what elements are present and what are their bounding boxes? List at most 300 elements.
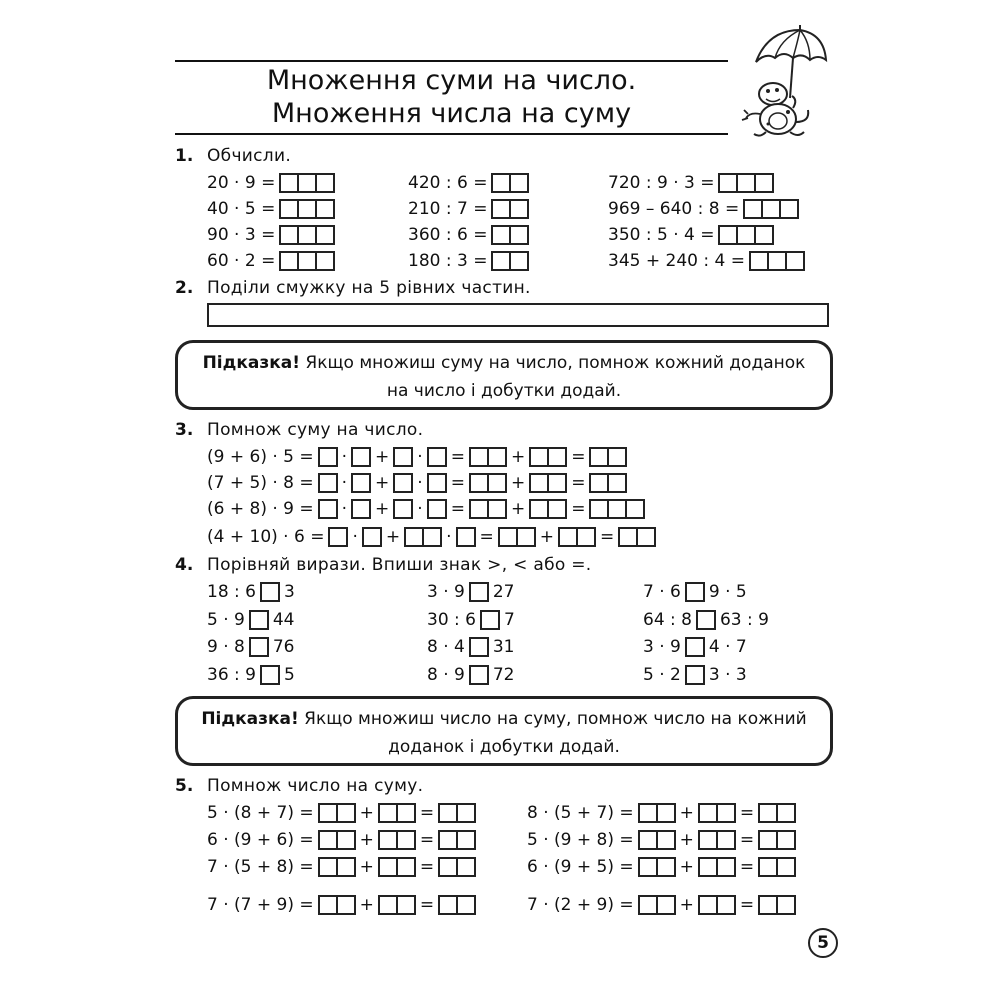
ex1-row [608,171,774,195]
answer-cell[interactable] [315,251,335,271]
answer-cell[interactable] [336,857,356,877]
answer-boxes[interactable] [638,857,676,877]
answer-boxes[interactable] [589,499,645,519]
compare-left: 64 : 8 [643,610,692,630]
answer-cell[interactable] [638,895,658,915]
ex1-expression: 90 · 3 = [207,225,276,245]
answer-boxes[interactable] [469,473,507,493]
answer-cell[interactable] [351,473,371,493]
answer-cell[interactable] [469,582,489,602]
answer-boxes[interactable] [718,225,774,245]
operator-sign: + [375,473,390,493]
answer-cell[interactable] [607,473,627,493]
answer-cell[interactable] [297,173,317,193]
answer-cell[interactable] [638,857,658,877]
answer-cell[interactable] [438,830,458,850]
ex1-row [207,171,335,195]
answer-cell[interactable] [378,895,398,915]
answer-cell[interactable] [362,527,382,547]
answer-cell[interactable] [491,199,511,219]
answer-cell[interactable] [638,803,658,823]
answer-cell[interactable] [438,857,458,877]
ex5-expression: 5 · (9 + 8) = [527,830,634,850]
answer-cell[interactable] [491,251,511,271]
compare-sign-box[interactable] [685,582,705,602]
answer-cell[interactable] [279,251,299,271]
answer-boxes[interactable] [438,857,476,877]
answer-boxes[interactable] [749,251,805,271]
answer-cell[interactable] [427,499,447,519]
answer-boxes[interactable] [758,895,796,915]
answer-cell[interactable] [315,199,335,219]
answer-boxes[interactable] [318,830,356,850]
compare-sign-box[interactable] [260,665,280,685]
answer-cell[interactable] [469,473,489,493]
answer-boxes[interactable] [427,447,447,467]
answer-cell[interactable] [427,447,447,467]
page-title-line2: Множення числа на суму [271,98,632,129]
answer-boxes[interactable] [698,857,736,877]
answer-cell[interactable] [260,582,280,602]
answer-boxes[interactable] [279,199,335,219]
answer-cell[interactable] [438,895,458,915]
answer-boxes[interactable] [279,173,335,193]
answer-cell[interactable] [404,527,424,547]
ex1-expression: 350 : 5 · 4 = [608,225,715,245]
answer-cell[interactable] [779,199,799,219]
answer-cell[interactable] [516,527,536,547]
title-bottom-rule [175,133,728,135]
answer-boxes[interactable] [351,447,371,467]
answer-boxes[interactable] [362,527,382,547]
answer-cell[interactable] [456,830,476,850]
exercise-2-instruction: Поділи смужку на 5 рівних частин. [207,278,531,298]
answer-cell[interactable] [767,251,787,271]
answer-boxes[interactable] [427,499,447,519]
ex1-expression: 60 · 2 = [207,251,276,271]
answer-boxes[interactable] [589,473,627,493]
ex1-expression: 210 : 7 = [408,199,488,219]
answer-boxes[interactable] [529,499,567,519]
answer-cell[interactable] [469,499,489,519]
operator-sign: = [600,527,615,547]
answer-boxes[interactable] [491,251,529,271]
answer-boxes[interactable] [698,895,736,915]
answer-cell[interactable] [456,803,476,823]
operator-sign: + [679,895,694,915]
answer-boxes[interactable] [351,499,371,519]
answer-boxes[interactable] [378,895,416,915]
answer-boxes[interactable] [378,803,416,823]
answer-boxes[interactable] [638,830,676,850]
operator-sign: = [571,447,586,467]
page-number: 5 [808,928,838,958]
answer-cell[interactable] [509,251,529,271]
answer-boxes[interactable] [378,830,416,850]
answer-cell[interactable] [378,857,398,877]
ex5-expression: 5 · (8 + 7) = [207,803,314,823]
answer-cell[interactable] [438,803,458,823]
answer-cell[interactable] [576,527,596,547]
answer-boxes[interactable] [758,857,796,877]
answer-cell[interactable] [336,895,356,915]
answer-cell[interactable] [315,173,335,193]
compare-item [427,608,519,632]
compare-left: 9 · 8 [207,637,245,657]
answer-boxes[interactable] [456,527,476,547]
answer-boxes[interactable] [758,830,796,850]
compare-sign-box[interactable] [260,582,280,602]
answer-cell[interactable] [547,499,567,519]
ex3-row [207,525,656,549]
answer-cell[interactable] [318,857,338,877]
answer-boxes[interactable] [438,830,476,850]
ex5-row [207,893,476,917]
answer-cell[interactable] [716,857,736,877]
compare-sign-box[interactable] [480,610,500,630]
answer-cell[interactable] [297,199,317,219]
compare-left: 30 : 6 [427,610,476,630]
answer-boxes[interactable] [698,830,736,850]
ex1-row [408,197,529,221]
answer-cell[interactable] [758,830,778,850]
answer-cell[interactable] [378,803,398,823]
ex5-row [207,801,476,825]
answer-boxes[interactable] [393,499,413,519]
compare-sign-box[interactable] [249,637,269,657]
answer-cell[interactable] [618,527,638,547]
compare-item [427,663,518,687]
operator-sign: + [359,857,374,877]
answer-cell[interactable] [396,803,416,823]
answer-cell[interactable] [318,895,338,915]
answer-cell[interactable] [698,895,718,915]
hint-text-line1: Якщо множиш число на суму, помнож число на кожний [298,709,807,729]
answer-cell[interactable] [636,527,656,547]
answer-cell[interactable] [509,199,529,219]
answer-cell[interactable] [318,499,338,519]
answer-cell[interactable] [279,173,299,193]
answer-cell[interactable] [393,499,413,519]
mascot-umbrella-illustration [738,22,830,142]
compare-item [643,663,751,687]
answer-cell[interactable] [427,473,447,493]
answer-boxes[interactable] [638,895,676,915]
answer-cell[interactable] [249,610,269,630]
ex5-expression: 7 · (7 + 9) = [207,895,314,915]
answer-cell[interactable] [758,857,778,877]
operator-sign: · [352,527,358,547]
answer-boxes[interactable] [378,857,416,877]
answer-boxes[interactable] [328,527,348,547]
exercise-5-number: 5. [175,776,194,796]
ex1-row [608,249,805,273]
answer-boxes[interactable] [438,803,476,823]
operator-sign: = [571,473,586,493]
ex3-row [207,497,645,521]
operator-sign: = [739,895,755,915]
compare-right: 63 : 9 [719,610,769,630]
answer-boxes[interactable] [469,499,507,519]
answer-boxes[interactable] [393,447,413,467]
ex5-row [527,828,796,852]
ex1-row [207,249,335,273]
answer-cell[interactable] [469,665,489,685]
compare-right: 4 · 7 [708,637,747,657]
ex5-expression: 6 · (9 + 6) = [207,830,314,850]
compare-sign-box[interactable] [696,610,716,630]
answer-boxes[interactable] [279,251,335,271]
answer-cell[interactable] [249,637,269,657]
answer-cell[interactable] [509,173,529,193]
ex1-expression: 420 : 6 = [408,173,488,193]
answer-boxes[interactable] [758,803,796,823]
ex3-expression: (6 + 8) · 9 = [207,499,314,519]
answer-cell[interactable] [776,803,796,823]
answer-boxes[interactable] [404,527,442,547]
answer-cell[interactable] [318,473,338,493]
answer-cell[interactable] [736,173,756,193]
answer-cell[interactable] [638,830,658,850]
answer-cell[interactable] [491,225,511,245]
answer-cell[interactable] [698,803,718,823]
compare-item [643,580,751,604]
answer-cell[interactable] [396,830,416,850]
operator-sign: · [341,447,348,467]
compare-left: 5 · 2 [643,665,681,685]
answer-cell[interactable] [456,527,476,547]
answer-boxes[interactable] [491,225,529,245]
operator-sign: = [450,499,465,519]
hint-text-line2: на число і добутки додай. [386,381,622,401]
answer-cell[interactable] [487,499,507,519]
answer-boxes[interactable] [318,499,338,519]
answer-cell[interactable] [607,447,627,467]
answer-boxes[interactable] [318,803,356,823]
compare-sign-box[interactable] [469,582,489,602]
answer-cell[interactable] [469,637,489,657]
ex5-row [207,828,476,852]
ex3-row [207,445,627,469]
answer-cell[interactable] [589,499,609,519]
compare-right: 5 [283,665,295,685]
answer-boxes[interactable] [491,199,529,219]
answer-cell[interactable] [698,830,718,850]
answer-boxes[interactable] [529,447,567,467]
answer-boxes[interactable] [469,447,507,467]
answer-cell[interactable] [736,225,756,245]
answer-cell[interactable] [351,447,371,467]
operator-sign: · [341,499,348,519]
operator-sign: · [417,447,423,467]
operator-sign: = [419,830,435,850]
answer-cell[interactable] [758,803,778,823]
answer-cell[interactable] [491,173,511,193]
answer-cell[interactable] [529,499,549,519]
answer-cell[interactable] [480,610,500,630]
compare-sign-box[interactable] [685,665,705,685]
answer-boxes[interactable] [351,473,371,493]
compare-sign-box[interactable] [469,665,489,685]
answer-cell[interactable] [328,527,348,547]
answer-cell[interactable] [743,199,763,219]
operator-sign: + [510,499,526,519]
answer-boxes[interactable] [638,803,676,823]
answer-cell[interactable] [656,830,676,850]
operator-sign: + [510,473,526,493]
answer-cell[interactable] [696,610,716,630]
answer-cell[interactable] [761,199,781,219]
answer-boxes[interactable] [558,527,596,547]
compare-left: 8 · 9 [427,665,465,685]
answer-boxes[interactable] [318,447,338,467]
ex5-expression: 7 · (2 + 9) = [527,895,634,915]
operator-sign: + [359,830,374,850]
answer-boxes[interactable] [427,473,447,493]
compare-sign-box[interactable] [685,637,705,657]
answer-cell[interactable] [318,803,338,823]
hint-text-line2: доданок і добутки додай. [388,737,620,757]
answer-cell[interactable] [336,803,356,823]
answer-cell[interactable] [698,857,718,877]
answer-cell[interactable] [607,499,627,519]
answer-cell[interactable] [318,830,338,850]
ex1-expression: 40 · 5 = [207,199,276,219]
answer-boxes[interactable] [529,473,567,493]
operator-sign: = [450,473,465,493]
exercise-4-number: 4. [175,555,194,575]
operator-sign: + [679,857,694,877]
ex5-expression: 8 · (5 + 7) = [527,803,634,823]
compare-left: 5 · 9 [207,610,245,630]
title-top-rule [175,60,728,62]
answer-boxes[interactable] [498,527,536,547]
ex3-expression: (7 + 5) · 8 = [207,473,314,493]
answer-cell[interactable] [422,527,442,547]
answer-boxes[interactable] [279,225,335,245]
answer-cell[interactable] [656,857,676,877]
answer-cell[interactable] [656,895,676,915]
answer-boxes[interactable] [393,473,413,493]
answer-cell[interactable] [776,830,796,850]
answer-cell[interactable] [487,473,507,493]
answer-boxes[interactable] [438,895,476,915]
operator-sign: = [479,527,494,547]
compare-item [427,635,518,659]
answer-cell[interactable] [393,447,413,467]
answer-cell[interactable] [754,173,774,193]
operator-sign: + [359,803,374,823]
hint-box-2 [175,696,833,766]
answer-boxes[interactable] [318,857,356,877]
answer-cell[interactable] [297,251,317,271]
answer-cell[interactable] [315,225,335,245]
answer-cell[interactable] [589,473,609,493]
answer-boxes[interactable] [718,173,774,193]
answer-cell[interactable] [685,665,705,685]
answer-boxes[interactable] [318,895,356,915]
operator-sign: · [417,473,423,493]
answer-cell[interactable] [716,895,736,915]
answer-boxes[interactable] [618,527,656,547]
answer-boxes[interactable] [491,173,529,193]
ex1-row [608,197,799,221]
answer-cell[interactable] [469,447,489,467]
operator-sign: = [419,895,435,915]
answer-boxes[interactable] [698,803,736,823]
answer-cell[interactable] [656,803,676,823]
answer-cell[interactable] [297,225,317,245]
answer-cell[interactable] [487,447,507,467]
exercise-1-instruction: Обчисли. [207,146,292,166]
answer-cell[interactable] [547,473,567,493]
answer-cell[interactable] [318,447,338,467]
answer-cell[interactable] [776,857,796,877]
operator-sign: + [375,499,390,519]
compare-sign-box[interactable] [469,637,489,657]
answer-cell[interactable] [749,251,769,271]
division-strip[interactable] [207,303,829,327]
answer-boxes[interactable] [589,447,627,467]
operator-sign: = [739,803,755,823]
compare-item [643,608,773,632]
compare-left: 18 : 6 [207,582,256,602]
answer-cell[interactable] [378,830,398,850]
answer-cell[interactable] [279,199,299,219]
answer-cell[interactable] [279,225,299,245]
answer-cell[interactable] [754,225,774,245]
answer-cell[interactable] [509,225,529,245]
answer-cell[interactable] [685,582,705,602]
answer-cell[interactable] [718,173,738,193]
answer-cell[interactable] [785,251,805,271]
answer-cell[interactable] [718,225,738,245]
answer-cell[interactable] [336,830,356,850]
answer-cell[interactable] [558,527,578,547]
compare-right: 9 · 5 [708,582,747,602]
answer-cell[interactable] [396,895,416,915]
ex1-expression: 20 · 9 = [207,173,276,193]
answer-boxes[interactable] [743,199,799,219]
answer-cell[interactable] [351,499,371,519]
compare-left: 7 · 6 [643,582,681,602]
answer-cell[interactable] [529,447,549,467]
answer-cell[interactable] [498,527,518,547]
answer-cell[interactable] [685,637,705,657]
compare-left: 36 : 9 [207,665,256,685]
ex3-row [207,471,627,495]
ex5-expression: 7 · (5 + 8) = [207,857,314,877]
answer-cell[interactable] [396,857,416,877]
answer-cell[interactable] [716,803,736,823]
answer-cell[interactable] [547,447,567,467]
answer-cell[interactable] [260,665,280,685]
answer-cell[interactable] [456,895,476,915]
answer-cell[interactable] [393,473,413,493]
ex5-row [527,801,796,825]
answer-cell[interactable] [758,895,778,915]
compare-item [207,635,298,659]
answer-cell[interactable] [776,895,796,915]
answer-cell[interactable] [589,447,609,467]
answer-boxes[interactable] [318,473,338,493]
compare-item [207,663,299,687]
answer-cell[interactable] [716,830,736,850]
answer-cell[interactable] [529,473,549,493]
compare-sign-box[interactable] [249,610,269,630]
answer-cell[interactable] [625,499,645,519]
answer-cell[interactable] [456,857,476,877]
